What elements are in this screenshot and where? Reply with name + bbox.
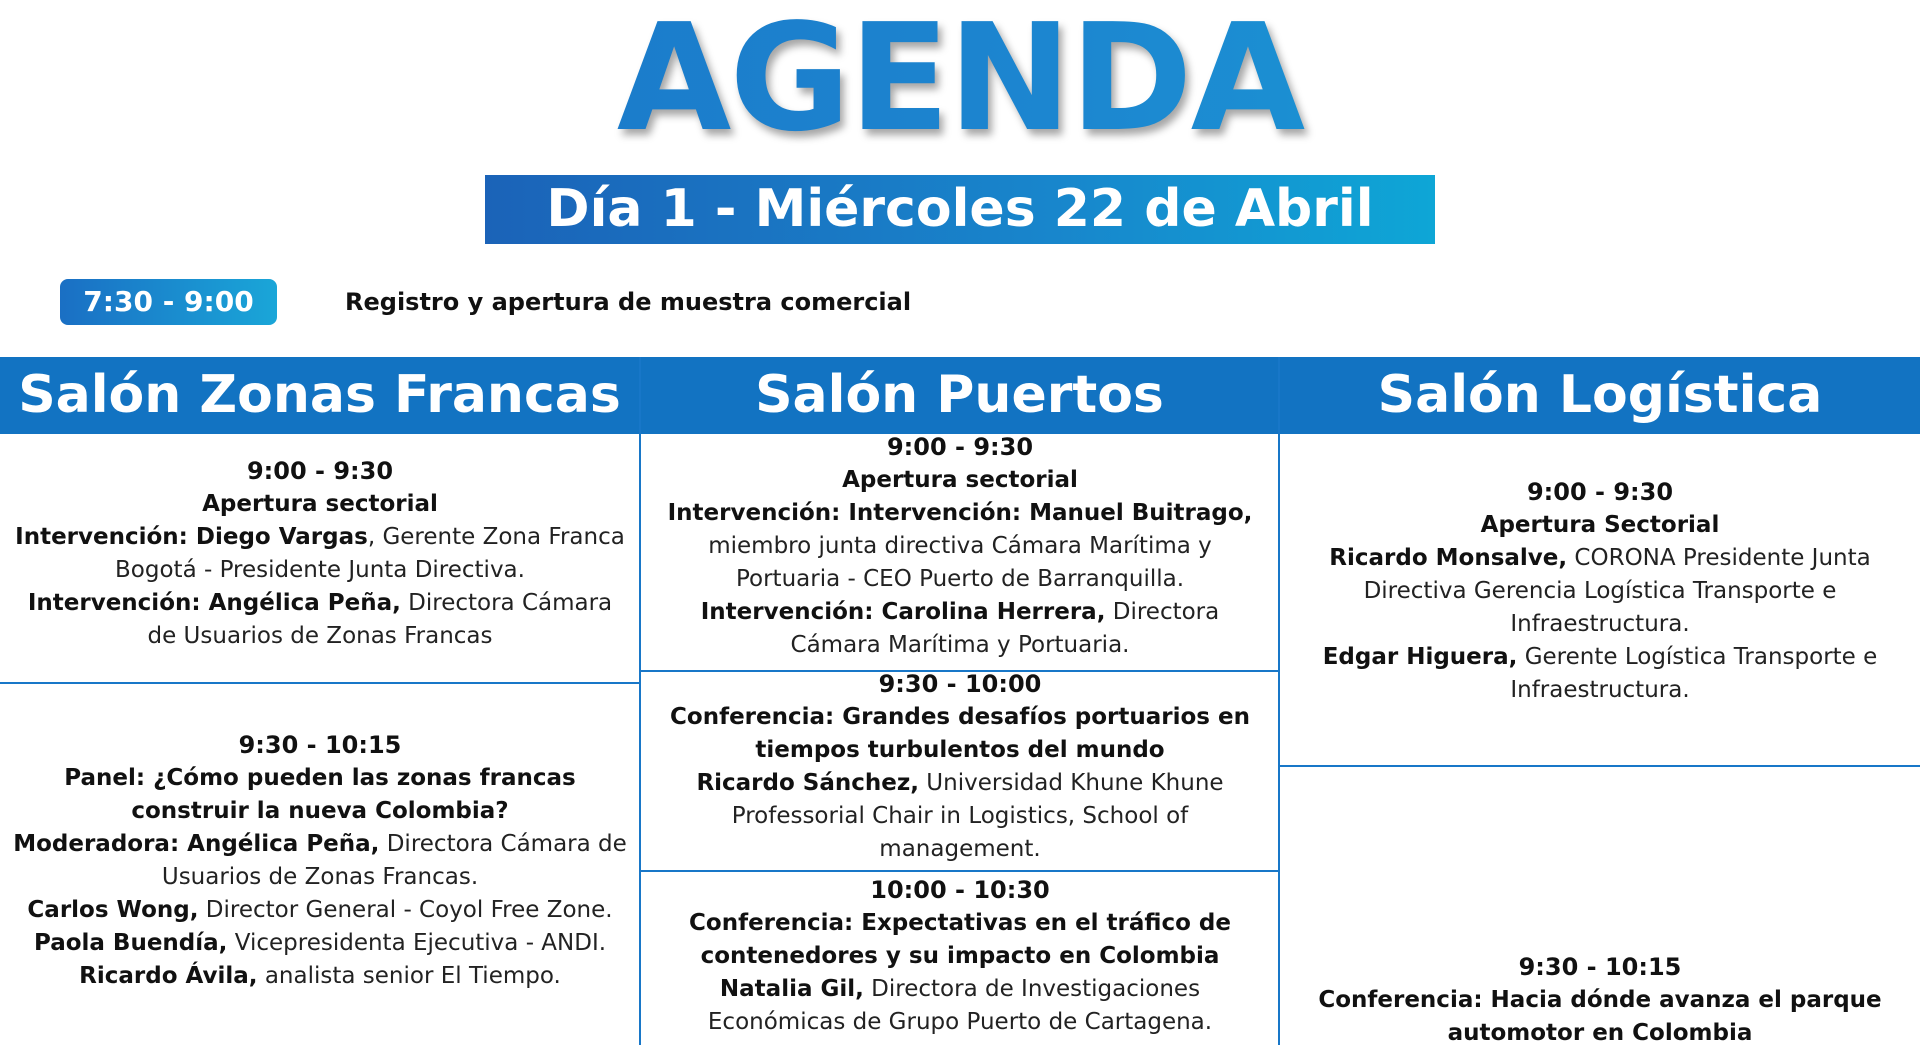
speaker [10,960,630,993]
speaker-name: Moderadora: Angélica Peña, [13,831,380,857]
speaker-role: Universidad Khune Khune Professorial Chair in Logistics, School of management. [731,770,1224,862]
speaker-name: Paola Buendía, [33,930,228,956]
speaker [10,894,630,927]
speaker [10,521,630,587]
speaker [10,828,630,894]
speaker-role: , Gerente Zona Franca Bogotá - Presidente Junta Directiva. [115,524,625,583]
session-time: 10:00 - 10:30 [870,876,1050,904]
row-divider [1279,765,1920,767]
column-divider [1278,357,1280,1045]
speaker-name: Intervención: Carolina Herrera, [700,599,1106,625]
speaker-name: Edgar Higuera, [1322,644,1518,670]
session-time: 9:30 - 10:15 [238,731,402,759]
speaker [655,596,1265,662]
session-logistica-2 [1300,951,1900,1050]
speaker-name: Ricardo Sánchez, [696,770,919,796]
session-time: 9:00 - 9:30 [1526,478,1674,506]
speaker-role: Directora Cámara de Usuarios de Zonas Francas. [161,831,627,890]
session-zf-2 [10,729,630,993]
speaker-name: Carlos Wong, [27,897,199,923]
speaker [655,497,1265,596]
session-puertos-3 [655,874,1265,1039]
session-time: 9:30 - 10:00 [878,670,1042,698]
speaker-role: Directora de Investigaciones Económicas de Grupo Puerto de Cartagena. [707,976,1213,1035]
session-title: Apertura sectorial [842,467,1078,493]
session-time: 9:30 - 10:15 [1518,953,1682,981]
speaker-role: Directora Cámara de Usuarios de Zonas Francas [147,590,613,649]
session-title: Apertura Sectorial [1480,512,1720,538]
session-puertos-2 [655,668,1265,866]
speaker-role: CORONA Presidente Junta Directiva Gerencia Logística Transporte e Infraestructura. [1363,545,1871,637]
speaker [1300,641,1900,707]
row-divider [0,682,640,684]
speaker-role: analista senior El Tiempo. [257,963,561,989]
speaker-role: miembro junta directiva Cámara Marítima y Portuaria - CEO Puerto de Barranquilla. [708,533,1212,592]
speaker-name: Intervención: Angélica Peña, [27,590,401,616]
speaker [10,587,630,653]
opening-text: Registro y apertura de muestra comercial [345,288,912,316]
speaker-name: Ricardo Monsalve, [1329,545,1568,571]
speaker-name: Intervención: Intervención: Manuel Buitrago, [667,500,1253,526]
speaker [655,973,1265,1039]
day-banner: Día 1 - Miércoles 22 de Abril [485,175,1435,244]
speaker-role: Directora Cámara Marítima y Portuaria. [790,599,1220,658]
speaker-role: Vicepresidenta Ejecutiva - ANDI. [227,930,607,956]
speaker-name: Intervención: Diego Vargas [15,524,368,550]
agenda-title: AGENDA [0,8,1920,148]
session-title: Conferencia: Expectativas en el tráfico de contenedores y su impacto en Colombia [689,910,1231,969]
row-divider [640,870,1280,872]
speaker [10,927,630,960]
header-salon-zonas-francas: Salón Zonas Francas [0,357,639,434]
session-puertos-1 [655,431,1265,662]
header-salon-logistica: Salón Logística [1280,357,1920,434]
opening-time-badge: 7:30 - 9:00 [60,279,277,325]
session-time: 9:00 - 9:30 [246,457,394,485]
speaker-name: Natalia Gil, [719,976,864,1002]
session-title: Apertura sectorial [202,491,438,517]
session-title: Panel: ¿Cómo pueden las zonas francas construir la nueva Colombia? [64,765,576,824]
speaker [1300,542,1900,641]
speaker-role: Gerente Logística Transporte e Infraestructura. [1510,644,1878,703]
session-logistica-1 [1300,476,1900,707]
speaker [655,767,1265,866]
speaker-role: Director General - Coyol Free Zone. [198,897,613,923]
session-time: 9:00 - 9:30 [886,433,1034,461]
session-title: Conferencia: Hacia dónde avanza el parque automotor en Colombia [1318,987,1882,1046]
speaker-name: Ricardo Ávila, [79,963,258,989]
column-divider [639,357,641,1045]
session-title: Conferencia: Grandes desafíos portuarios en tiempos turbulentos del mundo [670,704,1250,763]
session-zf-1 [10,455,630,653]
header-salon-puertos: Salón Puertos [641,357,1278,434]
